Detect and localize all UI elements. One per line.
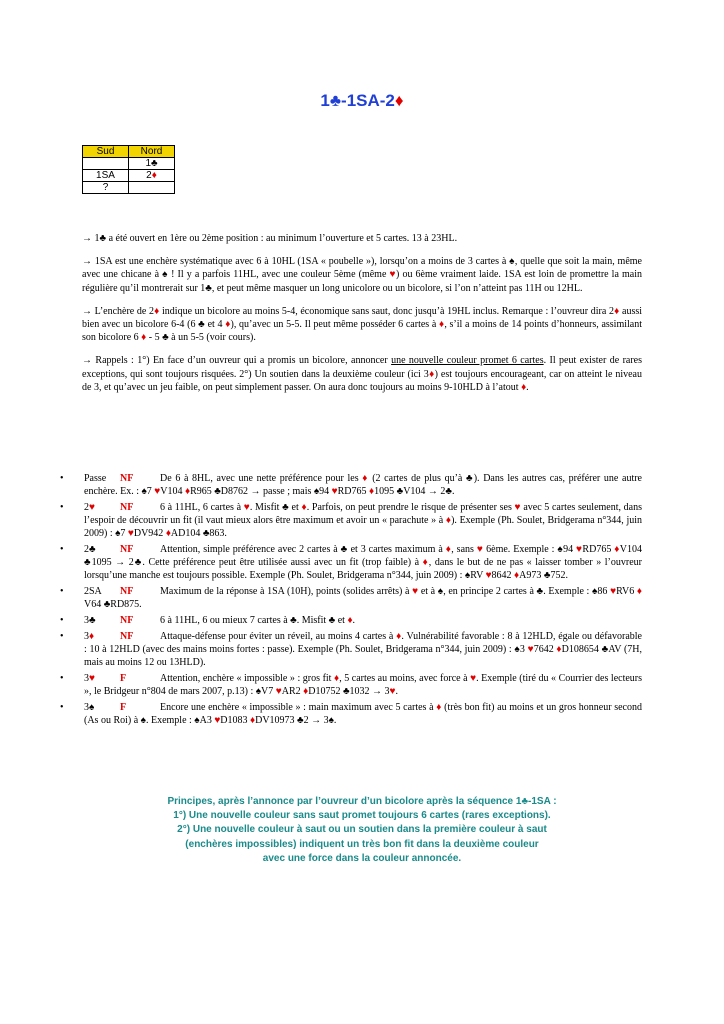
heart-icon: ♥ <box>485 570 492 581</box>
bid-label: 3♣ <box>84 615 96 626</box>
diamond-icon: ♦ <box>428 368 435 380</box>
list-item <box>60 614 642 627</box>
heart-icon: ♥ <box>389 686 396 697</box>
diamond-icon: ♦ <box>89 631 95 642</box>
principles-line: (enchères impossibles) indiquent un très bon fit dans la deuxième couleur <box>185 838 539 850</box>
diamond-icon: ♦ <box>613 305 620 317</box>
forcing-code: NF <box>120 544 134 555</box>
responses-list <box>60 472 642 730</box>
principles-line: 1°) Une nouvelle couleur sans saut promet toujours 6 cartes (rares exceptions). <box>173 810 551 822</box>
underlined-rule: une nouvelle couleur promet 6 cartes <box>391 355 544 367</box>
bullet-icon: • <box>60 631 64 642</box>
principles-line: avec une force dans la couleur annoncée. <box>262 852 462 864</box>
diamond-icon: ♦ <box>225 319 231 331</box>
heart-icon: ♥ <box>389 269 397 281</box>
bid-label: 3♠ <box>84 702 95 713</box>
diamond-icon: ♦ <box>445 544 452 555</box>
diamond-icon: ♦ <box>521 381 527 393</box>
list-item <box>60 543 642 582</box>
response-text: 6 à 11HL, 6 ou mieux 7 cartes à ♣. Misfit ♣ et ♦. <box>160 615 356 626</box>
response-text: Attention, enchère « impossible » : gros fit ♦, 5 cartes au moins, avec force à ♥. Exemple (tiré du « Courrier des lecteurs », le Bridgeur n°804 de mars 2007, p.13) : ♠V7 ♥AR2 ♦D10752 ♣1032 → 3♥. <box>84 673 643 697</box>
list-item <box>60 501 642 540</box>
diamond-icon: ♦ <box>141 332 147 344</box>
table-cell: ? <box>83 182 129 194</box>
page-title <box>0 91 724 111</box>
heart-icon: ♥ <box>470 673 477 684</box>
response-text: Maximum de la réponse à 1SA (10H), points (solides arrêts) à ♥ et à ♠, en principe 2 cartes à ♣. Exemple : ♠86 ♥RV6 ♦ V64 ♣RD875. <box>84 586 643 610</box>
diamond-icon: ♦ <box>556 644 562 655</box>
diamond-icon: ♦ <box>422 557 429 568</box>
bullet-icon: • <box>60 615 64 626</box>
diamond-icon: ♦ <box>362 473 369 484</box>
list-item <box>60 585 642 611</box>
bid-label: 2SA <box>84 586 102 597</box>
diamond-icon: ♦ <box>334 673 340 684</box>
forcing-code: NF <box>120 586 134 597</box>
heart-icon: ♥ <box>514 502 521 513</box>
bullet-icon: • <box>60 586 64 597</box>
diamond-icon: ♦ <box>347 615 353 626</box>
forcing-code: F <box>120 702 127 713</box>
paragraph: → 1SA est une enchère systématique avec 6 à 10HL (1SA « poubelle »), lorsqu’on a moins de 3 cartes à ♠, quelle que soit la main, même avec une chicane à ♠ ! Il y a parfois 11HL, avec une couleur 5ème (même ♥) ou 6ème vraiment laide. 1SA est loin de promettre la main régulière qu’il montrerait sur 1♣, et peut même masquer un long unicolore ou un bicolore, si l’on n’atteint pas 11H ou 12HL. <box>82 256 642 294</box>
paragraph <box>82 354 642 394</box>
bullet-icon: • <box>60 673 64 684</box>
bullet-icon: • <box>60 473 64 484</box>
diamond-icon: ♦ <box>165 528 171 539</box>
title-part: -1SA-2 <box>341 91 395 110</box>
table-header-row <box>83 146 175 158</box>
paragraph-part: . Il peut exister de rares exceptions, qui sont toujours risquées. 2°) Un soutien dans la deuxième couleur (ici 3♦) est toujours encourageant, car on atteint le niveau de 3, et qu’avec un jeu faible, on peut simplement passer. On aura donc toujours au moins 9-10HLD à l’atout ♦. <box>82 355 642 393</box>
table-cell: 2♦ <box>129 170 175 182</box>
table-cell: 1♣ <box>129 158 175 170</box>
list-item <box>60 472 642 498</box>
forcing-code: F <box>120 673 127 684</box>
table-row <box>83 182 175 194</box>
heart-icon: ♥ <box>243 502 250 513</box>
diamond-icon: ♦ <box>636 586 643 597</box>
diamond-icon: ♦ <box>250 715 256 726</box>
heart-icon: ♥ <box>412 586 419 597</box>
table-cell <box>129 182 175 194</box>
forcing-code: NF <box>120 502 134 513</box>
paragraph: → 1♣ a été ouvert en 1ère ou 2ème position : au minimum l’ouverture et 5 cartes. 13 à 23HL. <box>82 233 458 244</box>
diamond-icon: ♦ <box>436 702 442 713</box>
bidding-table <box>82 145 175 194</box>
table-cell: 1SA <box>83 170 129 182</box>
heart-icon: ♥ <box>89 673 95 684</box>
diamond-icon: ♦ <box>396 631 402 642</box>
response-text: De 6 à 8HL, avec une nette préférence pour les ♦ (2 cartes de plus qu’à ♣). Dans les autres cas, préférer une autre enchère. Ex. : ♠7 ♥V104 ♦R965 ♣D8762 → passe ; mais ♠94 ♥RD765 ♦1095 ♣V104 → 2♣. <box>84 473 642 497</box>
club-icon: ♣ <box>329 91 342 110</box>
bid-label: 3♥ <box>84 673 95 684</box>
paragraph: → L’enchère de 2♦ indique un bicolore au moins 5-4, économique sans saut, donc jusqu’à 19HL inclus. Remarque : l’ouvreur dira 2♦ aussi bien avec un bicolore 6-4 (6 ♣ et 4 ♦), qu’avec un 5-5. Il peut même posséder 6 cartes à ♦, s’il a moins de 14 points d’honneurs, assimilant son bicolore 6 ♦ - 5 ♣ à un 5-5 (voir cours). <box>82 305 643 344</box>
table-cell <box>83 158 129 170</box>
diamond-icon: ♦ <box>445 515 452 526</box>
heart-icon: ♥ <box>476 544 484 555</box>
heart-icon: ♥ <box>576 544 583 555</box>
list-item <box>60 701 642 727</box>
diamond-icon: ♦ <box>151 170 157 181</box>
bid-label: 2♣ <box>84 544 96 555</box>
header-nord: Nord <box>129 146 175 158</box>
heart-icon: ♥ <box>89 502 95 513</box>
response-text: Encore une enchère « impossible » : main maximum avec 5 cartes à ♦ (très bon fit) au moins et un gros honneur second (As ou Roi) à ♠. Exemple : ♠A3 ♥D1083 ♦DV10973 ♣2 → 3♠. <box>84 702 642 726</box>
response-text: 6 à 11HL, 6 cartes à ♥. Misfit ♣ et ♦. Parfois, on peut prendre le risque de présenter ses ♥ avec 5 cartes seulement, dans l’espoir de découvrir un fit (il vaut mieux alors être maximum et avoir un « parachute » à ♦). Exemple (Ph. Soulet, Bridgerama n°344, juin 2009) : ♠7 ♥DV942 ♦AD104 ♣863. <box>84 502 643 539</box>
bid-label: 3♦ <box>84 631 95 642</box>
diamond-icon: ♦ <box>439 319 445 331</box>
list-item <box>60 630 642 669</box>
list-item <box>60 672 642 698</box>
diamond-icon: ♦ <box>614 544 620 555</box>
diamond-icon: ♦ <box>301 502 307 513</box>
bullet-icon: • <box>60 702 64 713</box>
bullet-icon: • <box>60 502 64 513</box>
heart-icon: ♥ <box>527 644 534 655</box>
bullet-icon: • <box>60 544 64 555</box>
forcing-code: NF <box>120 631 134 642</box>
heart-icon: ♥ <box>275 686 282 697</box>
diamond-icon: ♦ <box>369 486 375 497</box>
diamond-icon: ♦ <box>303 686 309 697</box>
header-sud: Sud <box>83 146 129 158</box>
heart-icon: ♥ <box>127 528 134 539</box>
bid-label: Passe <box>84 473 107 484</box>
response-text: Attaque-défense pour éviter un réveil, au moins 4 cartes à ♦. Vulnérabilité favorable : 8 à 12HLD, égale ou défavorable : 10 à 12HLD (avec des mains moins fortes : passe). Exemple (Ph. Soulet, Bridgerama n°344, juin 2009) : ♠3 ♥7642 ♦D108654 ♣AV (7H, mais au moins 12 ou 13HLD). <box>84 631 643 668</box>
diamond-icon: ♦ <box>514 570 520 581</box>
diamond-icon: ♦ <box>153 305 160 317</box>
heart-icon: ♥ <box>610 586 617 597</box>
heart-icon: ♥ <box>331 486 338 497</box>
principles-line: 2°) Une nouvelle couleur à saut ou un soutien dans la première couleur à saut <box>177 824 547 836</box>
heart-icon: ♥ <box>154 486 161 497</box>
forcing-code: NF <box>120 615 134 626</box>
diamond-icon: ♦ <box>184 486 191 497</box>
forcing-code: NF <box>120 473 134 484</box>
principles-box <box>82 795 642 866</box>
table-row <box>83 158 175 170</box>
explanation-text <box>82 232 642 404</box>
paragraph-part: → Rappels : 1°) En face d’un ouvreur qui a promis un bicolore, annoncer <box>82 355 392 367</box>
response-text: Attention, simple préférence avec 2 cartes à ♣ et 3 cartes maximum à ♦, sans ♥ 6ème. Exemple : ♠94 ♥RD765 ♦V104 ♣1095 → 2♣. Cette préférence peut être utilisée aussi avec un fit (trop faible) à ♦, dans le but de ne pas « laisser tomber » l’ouvreur lorsqu’une manche est toujours possible. Exemple (Ph. Soulet, Bridgerama n°344, juin 2009) : ♠RV ♥8642 ♦A973 ♣752. <box>84 544 643 581</box>
diamond-icon: ♦ <box>394 91 404 110</box>
title-part: 1 <box>320 91 330 110</box>
table-row <box>83 170 175 182</box>
heart-icon: ♥ <box>214 715 221 726</box>
principles-heading: Principes, après l’annonce par l’ouvreur d’un bicolore après la séquence 1♣-1SA : <box>167 796 557 807</box>
bid-label: 2♥ <box>84 502 95 513</box>
